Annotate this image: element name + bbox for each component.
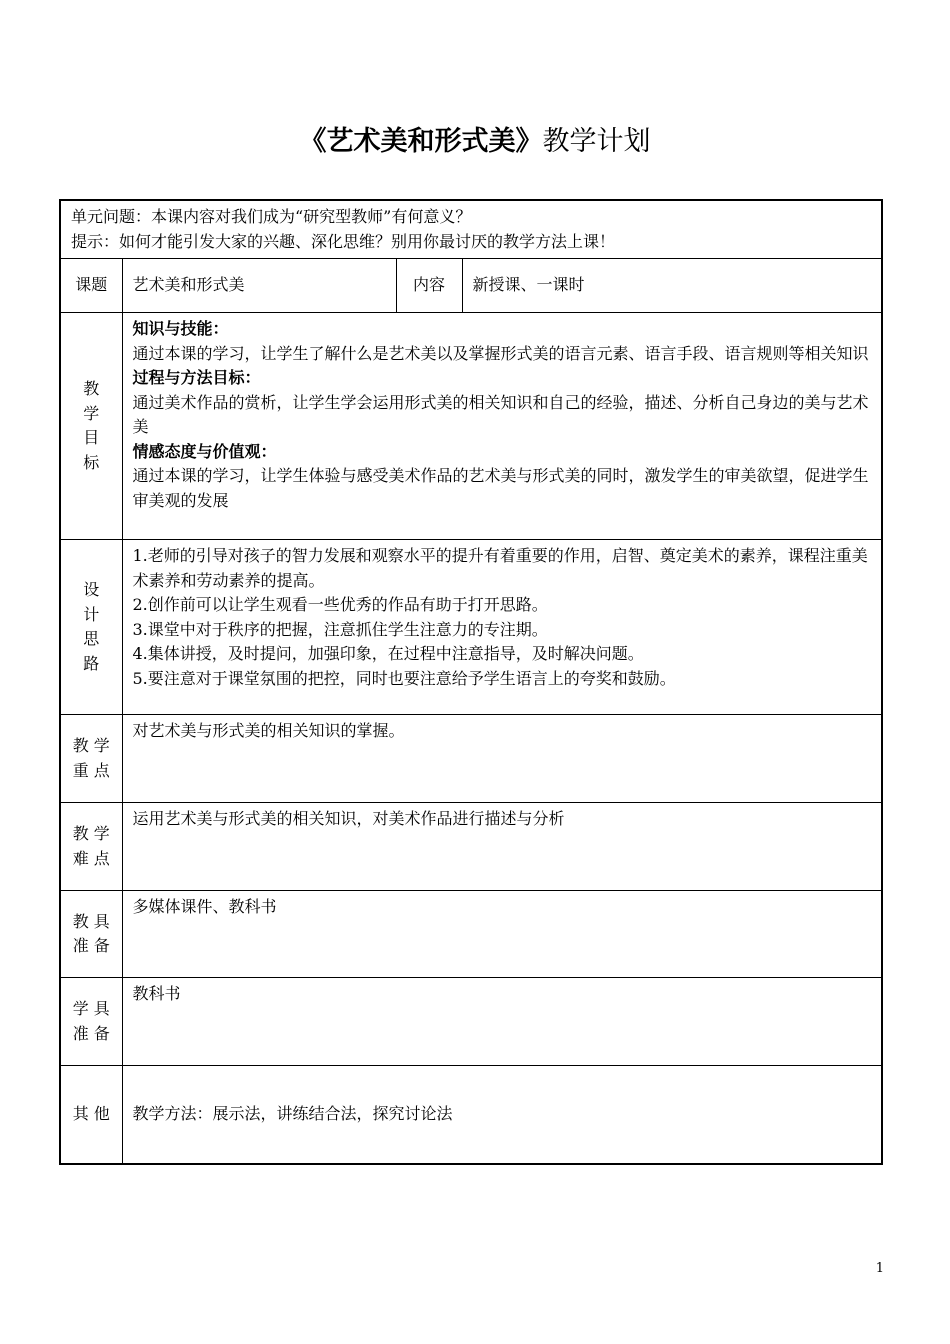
objectives-row — [60, 313, 882, 540]
process-heading: 过程与方法目标： — [132, 368, 261, 387]
page-number: 1 — [875, 1261, 884, 1276]
difficulties-text: 运用艺术美与形式美的相关知识，对美术作品进行描述与分析 — [122, 803, 882, 891]
teaching-tools-row — [60, 891, 882, 978]
topic-value: 艺术美和形式美 — [122, 259, 396, 313]
key-points-text: 对艺术美与形式美的相关知识的掌握。 — [122, 715, 882, 803]
difficulties-row — [60, 803, 882, 891]
process-text: 通过美术作品的赏析，让学生学会运用形式美的相关知识和自己的经验，描述、分析自己身边的美与艺术美 — [132, 392, 869, 436]
topic-label: 课题 — [60, 259, 122, 313]
student-tools-text: 教科书 — [122, 978, 882, 1066]
design-item: 4.集体讲授，及时提问，加强印象，在过程中注意指导，及时解决问题。 — [132, 644, 644, 663]
title-bold: 《艺术美和形式美》 — [299, 126, 543, 157]
objectives-content — [122, 313, 882, 540]
other-label: 其 他 — [60, 1066, 122, 1164]
unit-question: 单元问题：本课内容对我们成为“研究型教师”有何意义？ — [71, 207, 472, 226]
lesson-plan-table — [59, 199, 883, 1165]
design-item: 2.创作前可以让学生观看一些优秀的作品有助于打开思路。 — [132, 595, 548, 614]
knowledge-text: 通过本课的学习，让学生了解什么是艺术美以及掌握形式美的语言元素、语言手段、语言规则等相关知识 — [132, 343, 869, 363]
other-row — [60, 1066, 882, 1164]
student-tools-label: 学 具 准 备 — [60, 978, 122, 1066]
key-points-row — [60, 715, 882, 803]
teaching-tools-text: 多媒体课件、教科书 — [122, 891, 882, 978]
design-item: 5.要注意对于课堂氛围的把控，同时也要注意给予学生语言上的夸奖和鼓励。 — [132, 668, 676, 688]
difficulties-label: 教 学 难 点 — [60, 803, 122, 891]
design-label: 设 计 思 路 — [60, 540, 122, 715]
other-text: 教学方法：展示法，讲练结合法，探究讨论法 — [122, 1066, 882, 1164]
teaching-tools-label: 教 具 准 备 — [60, 891, 122, 978]
content-value: 新授课、一课时 — [462, 259, 882, 313]
page-title — [0, 122, 950, 162]
content-label: 内容 — [396, 259, 462, 313]
header-cell — [60, 200, 882, 259]
design-row — [60, 540, 882, 715]
design-item: 3.课堂中对于秩序的把握，注意抓住学生注意力的专注期。 — [132, 619, 548, 639]
topic-row — [60, 259, 882, 313]
key-points-label: 教 学 重 点 — [60, 715, 122, 803]
emotion-text: 通过本课的学习，让学生体验与感受美术作品的艺术美与形式美的同时，激发学生的审美欲望，促进学生审美观的发展 — [132, 466, 869, 510]
emotion-heading: 情感态度与价值观： — [132, 441, 277, 461]
header-row — [60, 200, 882, 259]
design-content — [122, 540, 882, 715]
hint-text: 提示：如何才能引发大家的兴趣、深化思维？别用你最讨厌的教学方法上课！ — [71, 231, 616, 251]
student-tools-row — [60, 978, 882, 1066]
design-item: 1.老师的引导对孩子的智力发展和观察水平的提升有着重要的作用，启智、奠定美术的素养，课程注重美术素养和劳动素养的提高。 — [132, 546, 868, 590]
objectives-label: 教 学 目 标 — [60, 313, 122, 540]
title-normal: 教学计划 — [542, 126, 651, 157]
knowledge-heading: 知识与技能： — [132, 319, 229, 338]
